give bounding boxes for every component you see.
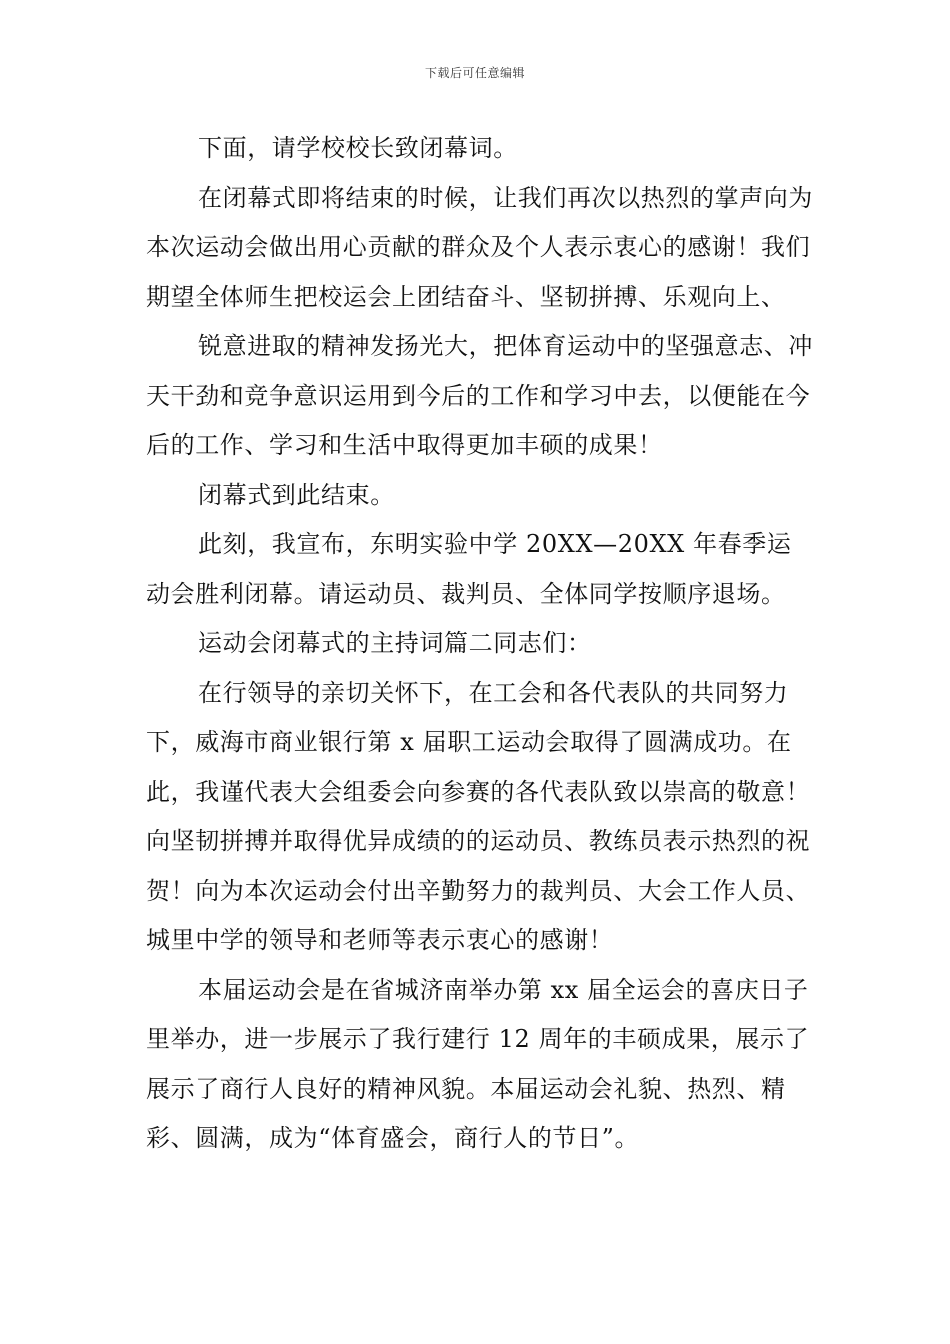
page-header: 下载后可任意编辑 xyxy=(424,66,525,80)
paragraph: 此刻，我宣布，东明实验中学 20XX—20XX 年春季运动会胜利闭幕。请运动员、裁判员、全体同学按顺序退场。 xyxy=(146,530,792,608)
paragraph: 闭幕式到此结束。 xyxy=(198,480,395,509)
paragraph: 在行领导的亲切关怀下，在工会和各代表队的共同努力下，威海市商业银行第 x 届职工运动会取得了圆满成功。在此，我谨代表大会组委会向参赛的各代表队致以崇高的敬意！向坚韧拼搏并取得优异成绩的的运动员、教练员表示热烈的祝贺！向为本次运动会付出辛勤努力的裁判员、大会工作人员、城里中学的领导和老师等表示衷心的感谢！ xyxy=(146,678,811,954)
document-body xyxy=(146,124,816,1164)
paragraph: 在闭幕式即将结束的时候，让我们再次以热烈的掌声向为本次运动会做出用心贡献的群众及个人表示衷心的感谢！我们期望全体师生把校运会上团结奋斗、坚韧拼搏、乐观向上、 xyxy=(146,183,813,311)
paragraph: 下面，请学校校长致闭幕词。 xyxy=(198,134,518,162)
paragraph: 本届运动会是在省城济南举办第 xx 届全运会的喜庆日子里举办，进一步展示了我行建行 12 周年的丰硕成果，展示了展示了商行人良好的精神风貌。本届运动会礼貌、热烈、精彩、圆满，成为“体育盛会，商行人的节日”。 xyxy=(146,975,810,1152)
paragraph: 锐意进取的精神发扬光大，把体育运动中的坚强意志、冲天干劲和竞争意识运用到今后的工作和学习中去，以便能在今后的工作、学习和生活中取得更加丰硕的成果！ xyxy=(146,332,813,459)
paragraph: 运动会闭幕式的主持词篇二同志们： xyxy=(198,629,592,657)
